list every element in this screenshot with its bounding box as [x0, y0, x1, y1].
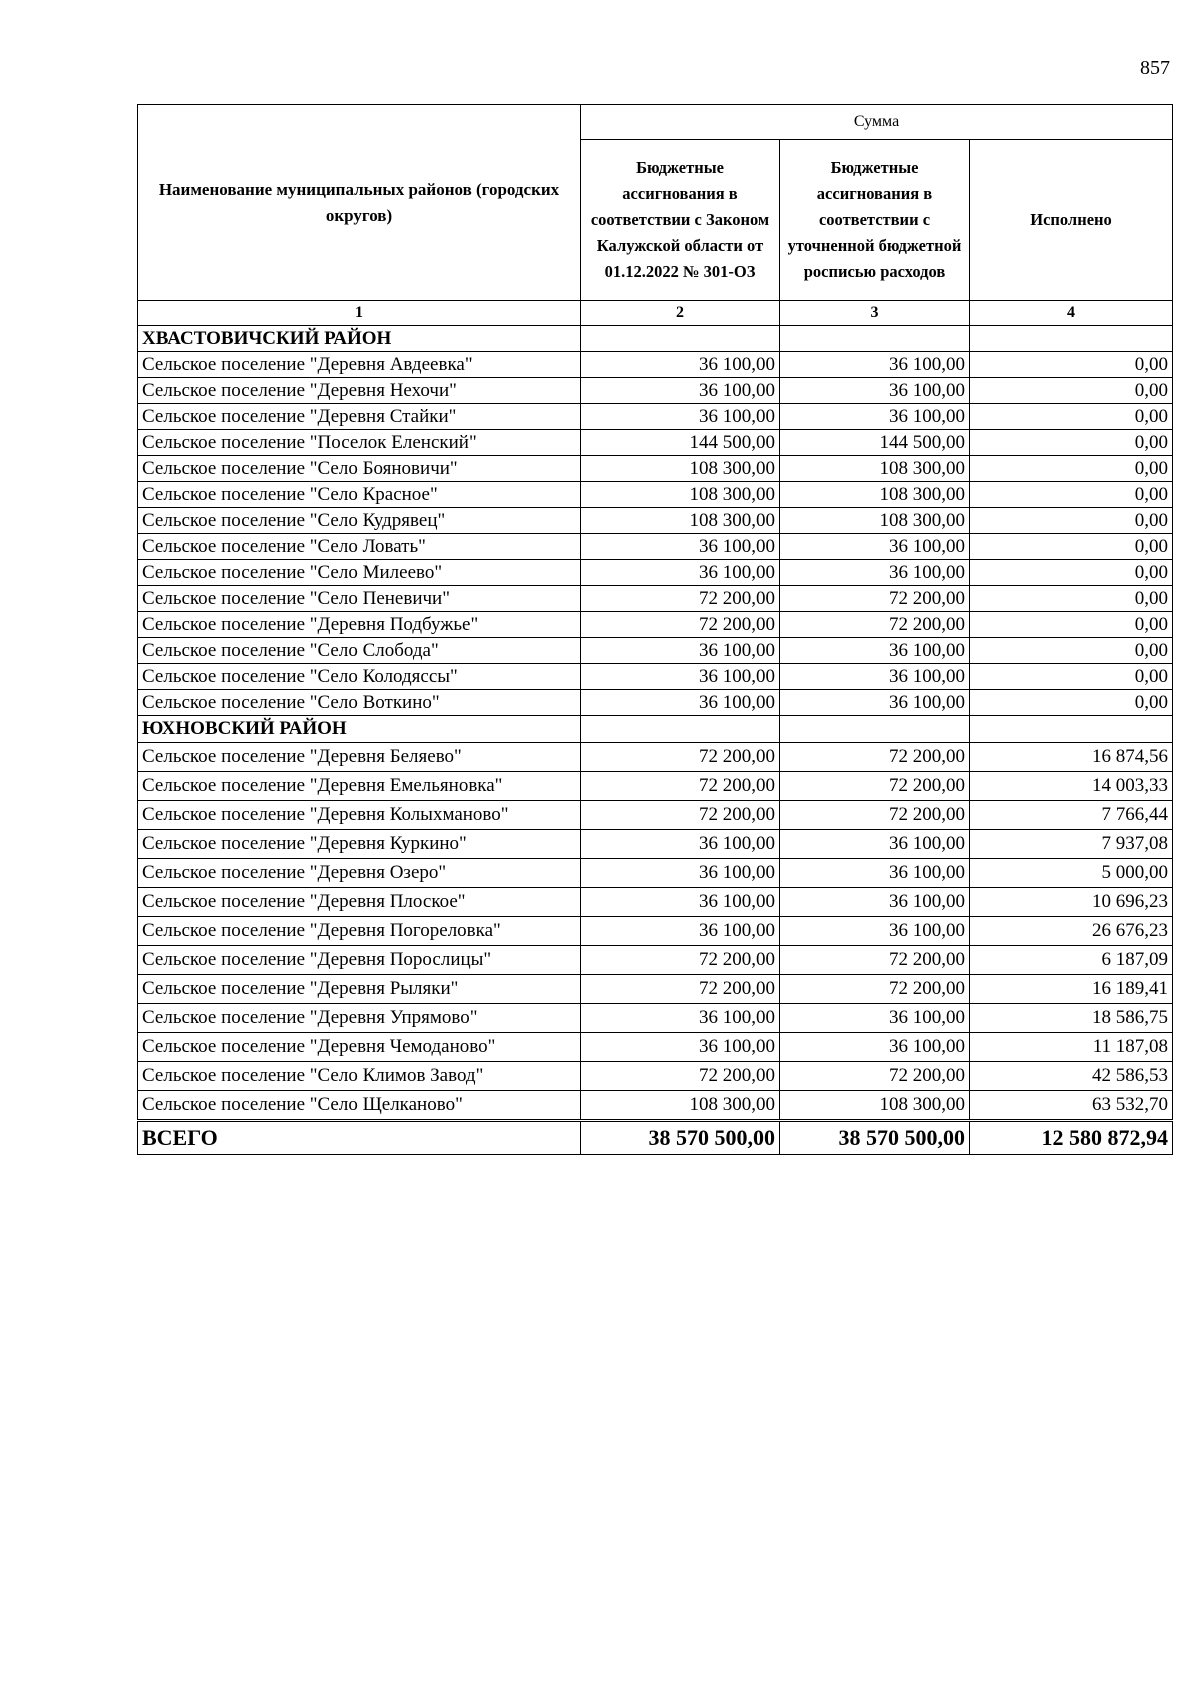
value-col3: 144 500,00 [780, 430, 970, 456]
value-col3: 36 100,00 [780, 638, 970, 664]
table-row [138, 664, 1173, 690]
table-row [138, 1004, 1173, 1033]
value-col2: 144 500,00 [581, 430, 780, 456]
value-col4: 0,00 [970, 482, 1173, 508]
table-row [138, 690, 1173, 716]
table-row [138, 888, 1173, 917]
total-label: ВСЕГО [138, 1121, 581, 1155]
value-col3: 36 100,00 [780, 534, 970, 560]
value-col3: 36 100,00 [780, 917, 970, 946]
settlement-name: Сельское поселение "Поселок Еленский" [138, 430, 581, 456]
table-row [138, 456, 1173, 482]
value-col4: 0,00 [970, 404, 1173, 430]
value-col3: 108 300,00 [780, 1091, 970, 1121]
value-col2: 72 200,00 [581, 1062, 780, 1091]
header-sum: Сумма [581, 105, 1173, 140]
settlement-name: Сельское поселение "Село Милеево" [138, 560, 581, 586]
header-col2: Бюджетные ассигнования в соответствии с Законом Калужской области от 01.12.2022 № 301-ОЗ [581, 140, 780, 301]
value-col4: 0,00 [970, 534, 1173, 560]
table-row [138, 946, 1173, 975]
value-col3: 36 100,00 [780, 859, 970, 888]
value-col4: 5 000,00 [970, 859, 1173, 888]
settlement-name: Сельское поселение "Село Слобода" [138, 638, 581, 664]
value-col3: 36 100,00 [780, 560, 970, 586]
value-col2: 72 200,00 [581, 772, 780, 801]
table-row [138, 560, 1173, 586]
settlement-name: Сельское поселение "Село Колодяссы" [138, 664, 581, 690]
table-row [138, 508, 1173, 534]
value-col2: 36 100,00 [581, 664, 780, 690]
district-yukhnov-rows [138, 743, 1173, 1121]
value-col4: 0,00 [970, 378, 1173, 404]
value-col4: 0,00 [970, 352, 1173, 378]
value-col2: 108 300,00 [581, 482, 780, 508]
settlement-name: Сельское поселение "Село Пеневичи" [138, 586, 581, 612]
value-col4: 42 586,53 [970, 1062, 1173, 1091]
value-col2: 108 300,00 [581, 1091, 780, 1121]
table-row [138, 917, 1173, 946]
budget-table [137, 104, 1173, 1155]
district-khvastovichi [138, 326, 1173, 352]
value-col3: 36 100,00 [780, 888, 970, 917]
value-col2: 72 200,00 [581, 946, 780, 975]
value-col4: 0,00 [970, 612, 1173, 638]
district-title: ЮХНОВСКИЙ РАЙОН [138, 716, 581, 743]
value-col4: 63 532,70 [970, 1091, 1173, 1121]
table-row [138, 830, 1173, 859]
table-row [138, 1033, 1173, 1062]
district-row [138, 716, 1173, 743]
value-col2: 36 100,00 [581, 534, 780, 560]
table-row [138, 801, 1173, 830]
value-col2: 36 100,00 [581, 404, 780, 430]
value-col4: 7 937,08 [970, 830, 1173, 859]
settlement-name: Сельское поселение "Деревня Нехочи" [138, 378, 581, 404]
value-col2: 36 100,00 [581, 1033, 780, 1062]
value-col2: 36 100,00 [581, 638, 780, 664]
table-row [138, 430, 1173, 456]
settlement-name: Сельское поселение "Деревня Порослицы" [138, 946, 581, 975]
header-col3: Бюджетные ассигнования в соответствии с уточненной бюджетной росписью расходов [780, 140, 970, 301]
value-col4: 0,00 [970, 664, 1173, 690]
value-col4: 10 696,23 [970, 888, 1173, 917]
value-col3: 36 100,00 [780, 664, 970, 690]
settlement-name: Сельское поселение "Деревня Емельяновка" [138, 772, 581, 801]
value-col3: 36 100,00 [780, 404, 970, 430]
table-header [138, 105, 1173, 326]
settlement-name: Сельское поселение "Село Климов Завод" [138, 1062, 581, 1091]
table-row [138, 586, 1173, 612]
value-col4: 16 189,41 [970, 975, 1173, 1004]
value-col2: 72 200,00 [581, 612, 780, 638]
value-col2: 36 100,00 [581, 690, 780, 716]
district-title: ХВАСТОВИЧСКИЙ РАЙОН [138, 326, 581, 352]
table-row [138, 534, 1173, 560]
settlement-name: Сельское поселение "Деревня Куркино" [138, 830, 581, 859]
table-row [138, 378, 1173, 404]
table-row [138, 772, 1173, 801]
table-row [138, 482, 1173, 508]
value-col2: 72 200,00 [581, 743, 780, 772]
value-col2: 108 300,00 [581, 456, 780, 482]
page-number: 857 [1140, 57, 1170, 79]
table-row [138, 404, 1173, 430]
settlement-name: Сельское поселение "Село Бояновичи" [138, 456, 581, 482]
value-col2: 36 100,00 [581, 859, 780, 888]
table-row [138, 352, 1173, 378]
header-name-column: Наименование муниципальных районов (городских округов) [138, 105, 581, 301]
value-col2: 72 200,00 [581, 586, 780, 612]
table-row [138, 638, 1173, 664]
table-row [138, 975, 1173, 1004]
settlement-name: Сельское поселение "Деревня Чемоданово" [138, 1033, 581, 1062]
value-col3: 72 200,00 [780, 743, 970, 772]
table-row [138, 1091, 1173, 1121]
header-num-4: 4 [970, 301, 1173, 326]
header-num-1: 1 [138, 301, 581, 326]
value-col3: 36 100,00 [780, 830, 970, 859]
value-col4: 6 187,09 [970, 946, 1173, 975]
settlement-name: Сельское поселение "Деревня Беляево" [138, 743, 581, 772]
total-col2: 38 570 500,00 [581, 1121, 780, 1155]
settlement-name: Сельское поселение "Село Щелканово" [138, 1091, 581, 1121]
value-col3: 108 300,00 [780, 482, 970, 508]
settlement-name: Сельское поселение "Деревня Озеро" [138, 859, 581, 888]
value-col4: 26 676,23 [970, 917, 1173, 946]
settlement-name: Сельское поселение "Деревня Упрямово" [138, 1004, 581, 1033]
settlement-name: Сельское поселение "Село Воткино" [138, 690, 581, 716]
total-col3: 38 570 500,00 [780, 1121, 970, 1155]
value-col3: 36 100,00 [780, 378, 970, 404]
value-col3: 72 200,00 [780, 801, 970, 830]
value-col3: 36 100,00 [780, 690, 970, 716]
value-col4: 0,00 [970, 638, 1173, 664]
district-yukhnov [138, 716, 1173, 743]
header-col4: Исполнено [970, 140, 1173, 301]
value-col4: 11 187,08 [970, 1033, 1173, 1062]
value-col3: 72 200,00 [780, 1062, 970, 1091]
value-col4: 0,00 [970, 508, 1173, 534]
settlement-name: Сельское поселение "Деревня Подбужье" [138, 612, 581, 638]
value-col4: 0,00 [970, 586, 1173, 612]
settlement-name: Сельское поселение "Деревня Погореловка" [138, 917, 581, 946]
value-col3: 72 200,00 [780, 586, 970, 612]
total-row [138, 1121, 1173, 1155]
value-col4: 0,00 [970, 560, 1173, 586]
table-row [138, 859, 1173, 888]
value-col4: 18 586,75 [970, 1004, 1173, 1033]
value-col2: 36 100,00 [581, 830, 780, 859]
value-col3: 108 300,00 [780, 508, 970, 534]
settlement-name: Сельское поселение "Село Кудрявец" [138, 508, 581, 534]
settlement-name: Сельское поселение "Деревня Стайки" [138, 404, 581, 430]
settlement-name: Сельское поселение "Деревня Колыхманово" [138, 801, 581, 830]
value-col4: 7 766,44 [970, 801, 1173, 830]
district-row [138, 326, 1173, 352]
settlement-name: Сельское поселение "Деревня Рыляки" [138, 975, 581, 1004]
district-khvastovichi-rows [138, 352, 1173, 716]
header-num-2: 2 [581, 301, 780, 326]
value-col2: 36 100,00 [581, 1004, 780, 1033]
value-col2: 72 200,00 [581, 801, 780, 830]
value-col4: 0,00 [970, 456, 1173, 482]
value-col2: 72 200,00 [581, 975, 780, 1004]
value-col3: 72 200,00 [780, 612, 970, 638]
settlement-name: Сельское поселение "Деревня Авдеевка" [138, 352, 581, 378]
value-col3: 36 100,00 [780, 1004, 970, 1033]
total-col4: 12 580 872,94 [970, 1121, 1173, 1155]
value-col3: 108 300,00 [780, 456, 970, 482]
value-col2: 36 100,00 [581, 378, 780, 404]
header-num-3: 3 [780, 301, 970, 326]
table-row [138, 612, 1173, 638]
value-col4: 0,00 [970, 690, 1173, 716]
value-col4: 14 003,33 [970, 772, 1173, 801]
value-col3: 72 200,00 [780, 946, 970, 975]
value-col2: 36 100,00 [581, 560, 780, 586]
table-row [138, 1062, 1173, 1091]
table-row [138, 743, 1173, 772]
settlement-name: Сельское поселение "Село Красное" [138, 482, 581, 508]
value-col2: 36 100,00 [581, 352, 780, 378]
value-col4: 0,00 [970, 430, 1173, 456]
settlement-name: Сельское поселение "Село Ловать" [138, 534, 581, 560]
value-col2: 36 100,00 [581, 917, 780, 946]
settlement-name: Сельское поселение "Деревня Плоское" [138, 888, 581, 917]
value-col3: 72 200,00 [780, 975, 970, 1004]
value-col3: 36 100,00 [780, 1033, 970, 1062]
value-col2: 36 100,00 [581, 888, 780, 917]
value-col4: 16 874,56 [970, 743, 1173, 772]
value-col2: 108 300,00 [581, 508, 780, 534]
value-col3: 36 100,00 [780, 352, 970, 378]
value-col3: 72 200,00 [780, 772, 970, 801]
